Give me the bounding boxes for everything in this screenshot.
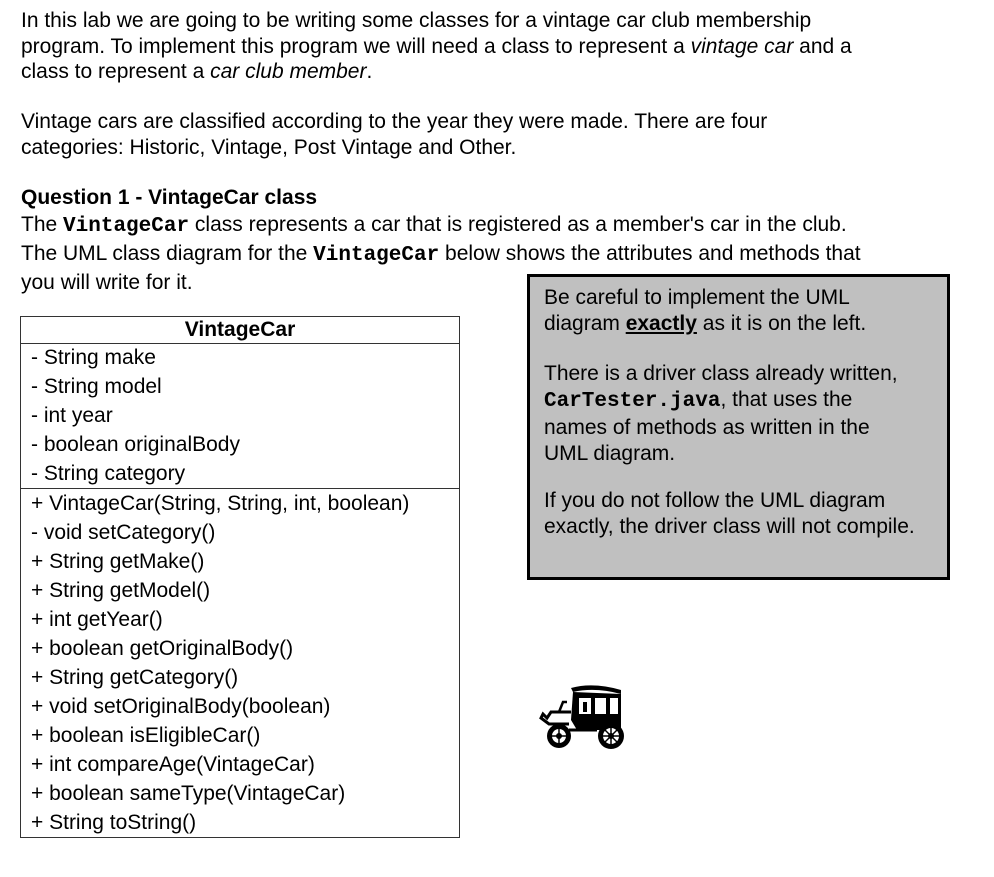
note-text: as it is on the left. (696, 312, 867, 335)
uml-method: + boolean sameType(VintageCar) (31, 782, 346, 805)
uml-attribute: - boolean originalBody (31, 433, 240, 456)
uml-class-name: VintageCar (21, 317, 459, 344)
uml-method: + int compareAge(VintageCar) (31, 753, 315, 776)
uml-method: - void setCategory() (31, 521, 216, 544)
uml-method: + boolean isEligibleCar() (31, 724, 261, 747)
code-vintagecar: VintageCar (63, 215, 190, 238)
uml-attribute: - String model (31, 375, 162, 398)
question-text: class represents a car that is registered as a member's car in the club. (189, 213, 847, 236)
question-text: The UML class diagram for the (21, 242, 314, 265)
uml-method: + boolean getOriginalBody() (31, 637, 294, 660)
uml-methods (21, 489, 459, 837)
note-paragraph-3 (544, 488, 915, 540)
uml-method: + VintageCar(String, String, int, boolean) (31, 492, 410, 515)
question-text: you will write for it. (21, 271, 193, 294)
note-text: If you do not follow the UML diagram (544, 489, 886, 512)
intro-line: program. To implement this program we will need a class to represent a (21, 34, 691, 58)
note-paragraph-1 (544, 285, 866, 337)
categories-line: Vintage cars are classified according to the year they were made. There are four (21, 110, 768, 133)
question-heading: Question 1 - VintageCar class (21, 186, 318, 209)
uml-method: + int getYear() (31, 608, 163, 631)
intro-line: and a (793, 34, 852, 58)
question-text: The (21, 213, 64, 236)
question-text: below shows the attributes and methods that (439, 242, 861, 265)
uml-method: + String getMake() (31, 550, 205, 573)
code-vintagecar: VintageCar (313, 244, 440, 267)
code-cartester: CarTester.java (544, 390, 721, 413)
intro-line: In this lab we are going to be writing some classes for a vintage car club membership (21, 9, 812, 32)
intro-line: class to represent a (21, 60, 211, 83)
vintage-carriage-icon (537, 680, 633, 752)
intro-paragraph (21, 8, 852, 85)
categories-paragraph (21, 109, 767, 160)
uml-attribute: - String make (31, 346, 156, 369)
uml-class-diagram (20, 316, 460, 838)
uml-method: + void setOriginalBody(boolean) (31, 695, 331, 718)
note-emphasis-exactly: exactly (625, 312, 697, 335)
note-text: Be careful to implement the UML (544, 286, 850, 309)
uml-attribute: - int year (31, 404, 113, 427)
uml-attributes (21, 344, 459, 489)
uml-method: + String toString() (31, 811, 197, 834)
intro-emphasis: car club member (210, 60, 367, 83)
intro-emphasis: vintage car (690, 34, 794, 58)
categories-line: categories: Historic, Vintage, Post Vintage and Other. (21, 135, 517, 159)
note-text: exactly, the driver class will not compile. (544, 515, 915, 538)
uml-method: + String getModel() (31, 579, 211, 602)
uml-method: + String getCategory() (31, 666, 239, 689)
note-text: , that uses the (720, 388, 853, 411)
note-text: There is a driver class already written, (544, 362, 898, 385)
note-text: UML diagram. (544, 442, 676, 465)
intro-line: . (366, 60, 373, 83)
note-text: diagram (544, 312, 626, 335)
uml-attribute: - String category (31, 462, 186, 485)
note-paragraph-2 (544, 361, 898, 467)
note-text: names of methods as written in the (544, 416, 870, 439)
note-box (527, 274, 950, 580)
